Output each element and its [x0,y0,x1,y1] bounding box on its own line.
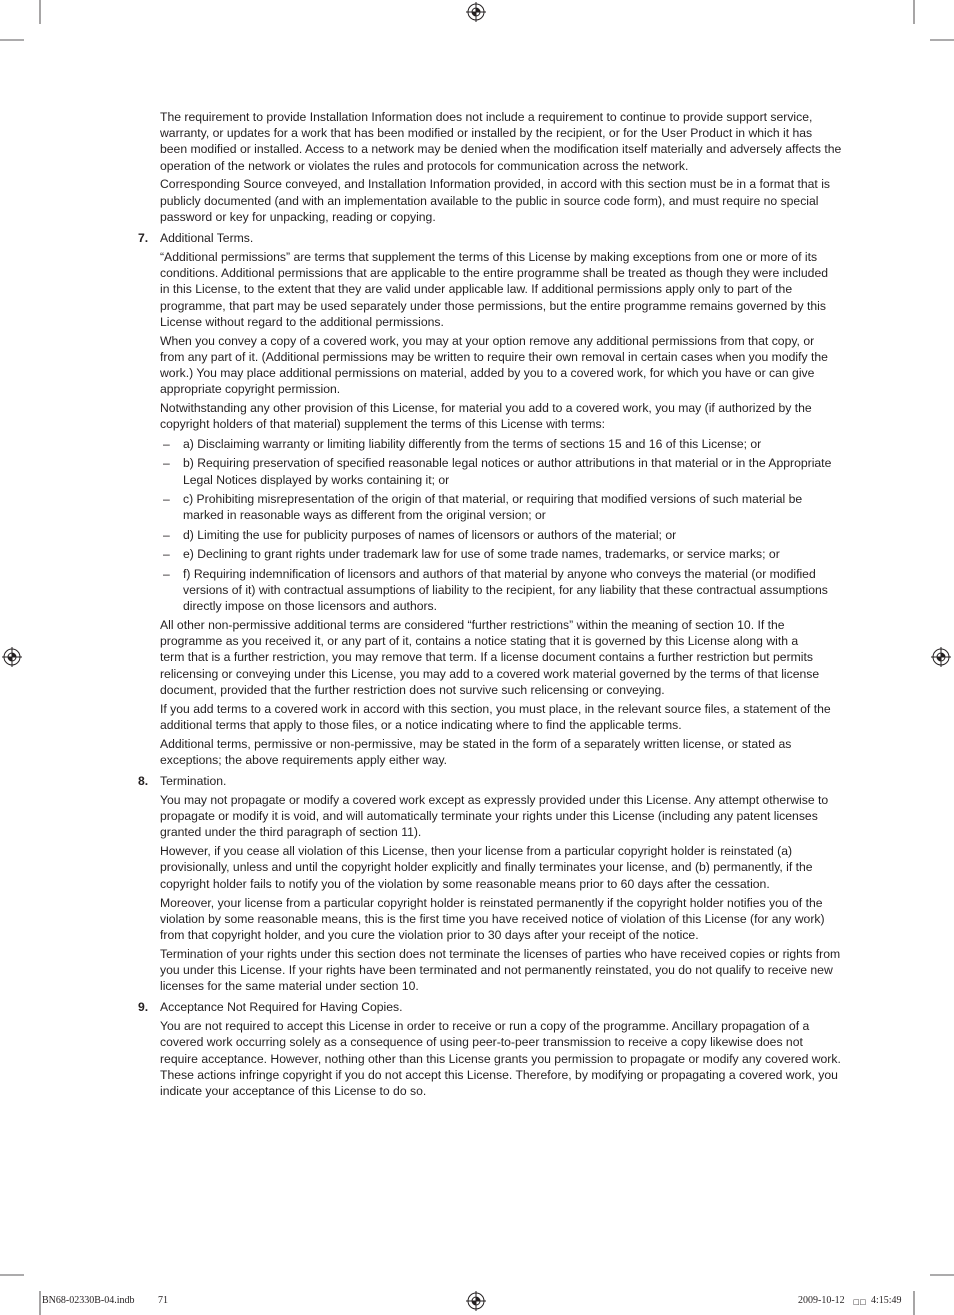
paragraph: However, if you cease all violation of this License, then your license from a particular copyright holder is reinstated (a) provisionally, unless and until the copyright holder explicitly and finally terminates your license, and (b) permanently, if the copyright holder fails to notify you of the violation by some reasonable means prior to 60 days after the cessation. [160,844,813,891]
footer-page-number: 71 [158,1295,168,1306]
section-number: 8. [138,774,149,789]
section-9 [138,999,860,1099]
list-item-text: d) Limiting the use for publicity purposes of names of licensors or authors of the material; or [183,527,677,542]
list-item [160,436,860,452]
section-8 [138,773,860,995]
paragraph: “Additional permissions” are terms that supplement the terms of this License by making exceptions from one or more of its conditions. Additional permissions that are applicable to the entire programme shall be treated as though they were included in this License, to the extent that they are valid under applicable law. If additional permissions apply only to part of the programme, that part may be used separately under those permissions, but the entire programme remains governed by this License without regard to the additional permissions. [160,249,829,329]
registration-mark-icon [2,647,22,667]
list-marker: – [163,456,170,471]
paragraph: Notwithstanding any other provision of this License, for material you add to a covered work, you may (if authorized by the copyright holders of that material) supplement the terms of this License with terms: [160,401,812,432]
section-number: 9. [138,1000,149,1015]
footer-date: 2009-10-12 [798,1295,845,1306]
list-item-text: e) Declining to grant rights under trademark law for use of some trade names, trademarks, or service marks; or [183,547,780,562]
paragraph: Termination of your rights under this section does not terminate the licenses of parties who have received copies or rights from you under this License. If your rights have been terminated and not permanently reinstated, you do not qualify to receive new licenses for the same material under section 10. [160,946,841,994]
list-item [160,546,860,562]
list-item-text: c) Prohibiting misrepresentation of the origin of that material, or requiring that modified versions of such material be marked in reasonable ways as different from the original version; or [183,492,803,523]
list-item [160,491,860,524]
registration-mark-icon [466,2,486,22]
continued-section [160,109,860,225]
section-number: 7. [138,230,149,245]
terms-list [160,436,860,614]
list-item [160,527,860,543]
list-marker: – [163,566,170,581]
section-heading [138,230,860,246]
license-text [138,109,860,1100]
list-marker: – [163,527,170,542]
list-marker: – [163,492,170,507]
list-marker: – [163,547,170,562]
list-item-text: a) Disclaiming warranty or limiting liability differently from the terms of sections 15 and 16 of this License; or [183,436,762,451]
section-heading [138,773,860,789]
footer-time: 4:15:49 [871,1295,902,1306]
list-marker: – [163,436,170,451]
paragraph: When you convey a copy of a covered work, you may at your option remove any additional permissions from that copy, or from any part of it. (Additional permissions may be written to require their own removal in certain cases when you modify the work.) You may place additional permissions on material, added by you to a covered work, for which you have or can give appropriate copyright permission. [160,333,828,397]
paragraph: Corresponding Source conveyed, and Installation Information provided, in accord with this section must be in a format that is publicly documented (and with an implementation available to the public in source code form), and must require no special password or key for unpacking, reading or copying. [160,177,830,224]
section-title: Acceptance Not Required for Having Copies. [160,1000,403,1015]
section-7 [138,230,860,768]
section-title: Additional Terms. [160,230,254,245]
footer-time-prefix: □□ [853,1298,867,1306]
paragraph: You are not required to accept this License in order to receive or run a copy of the programme. Ancillary propagation of a covered work occurring solely as a consequence of using peer-to-peer transmission to receive a copy likewise does not require acceptance. However, nothing other than this License grants you permission to propagate or modify any covered work. These actions infringe copyright if you do not accept this License. Therefore, by modifying or propagating a covered work, you indicate your acceptance of this License to do so. [160,1019,841,1099]
registration-mark-icon [931,647,951,667]
paragraph: The requirement to provide Installation Information does not include a requirement to continue to provide support service, warranty, or updates for a work that has been modified or installed by the recipient, or for the User Product in which it has been modified or installed. Access to a network may be denied when the modification itself materially and adversely affects the operation of the network or violates the rules and protocols for communication across the network. [160,109,842,173]
paragraph: All other non-permissive additional terms are considered “further restrictions” within the meaning of section 10. If the programme as you received it, or any part of it, contains a notice stating that it is governed by this License along with a term that is a further restriction, you may remove that term. If a license document contains a further restriction but permits relicensing or conveying under this License, you may add to a covered work material governed by the terms of that license document, provided that the further restriction does not survive such relicensing or conveying. [160,617,820,697]
paragraph: If you add terms to a covered work in accord with this section, you must place, in the relevant source files, a statement of the additional terms that apply to those files, or a notice indicating where to find the applicable terms. [160,701,831,733]
registration-mark-icon [466,1291,486,1311]
list-item-text: b) Requiring preservation of specified reasonable legal notices or author attributions in that material or in the Appropriate Legal Notices displayed by works containing it; or [183,456,832,487]
paragraph: Additional terms, permissive or non-permissive, may be stated in the form of a separately written license, or stated as exceptions; the above requirements apply either way. [160,736,792,768]
section-heading [138,999,860,1015]
footer-file-name: BN68-02330B-04.indb [42,1295,135,1306]
list-item [160,566,860,615]
paragraph: You may not propagate or modify a covered work except as expressly provided under this License. Any attempt otherwise to propagate or modify it is void, and will automatically terminate your rights under this License (including any patent licenses granted under the third paragraph of section 11). [160,792,829,840]
paragraph: Moreover, your license from a particular copyright holder is reinstated permanently if the copyright holder notifies you of the violation by some reasonable means, this is the first time you have received notice of violation of this License (for any work) from that copyright holder, and you cure the violation prior to 30 days after your receipt of the notice. [160,895,825,943]
list-item-text: f) Requiring indemnification of licensors and authors of that material by anyone who conveys the material (or modified versions of it) with contractual assumptions of liability to the recipient, for any liability that these contractual assumptions directly impose on those licensors and authors. [183,566,828,614]
section-title: Termination. [160,774,227,789]
list-item [160,455,860,488]
